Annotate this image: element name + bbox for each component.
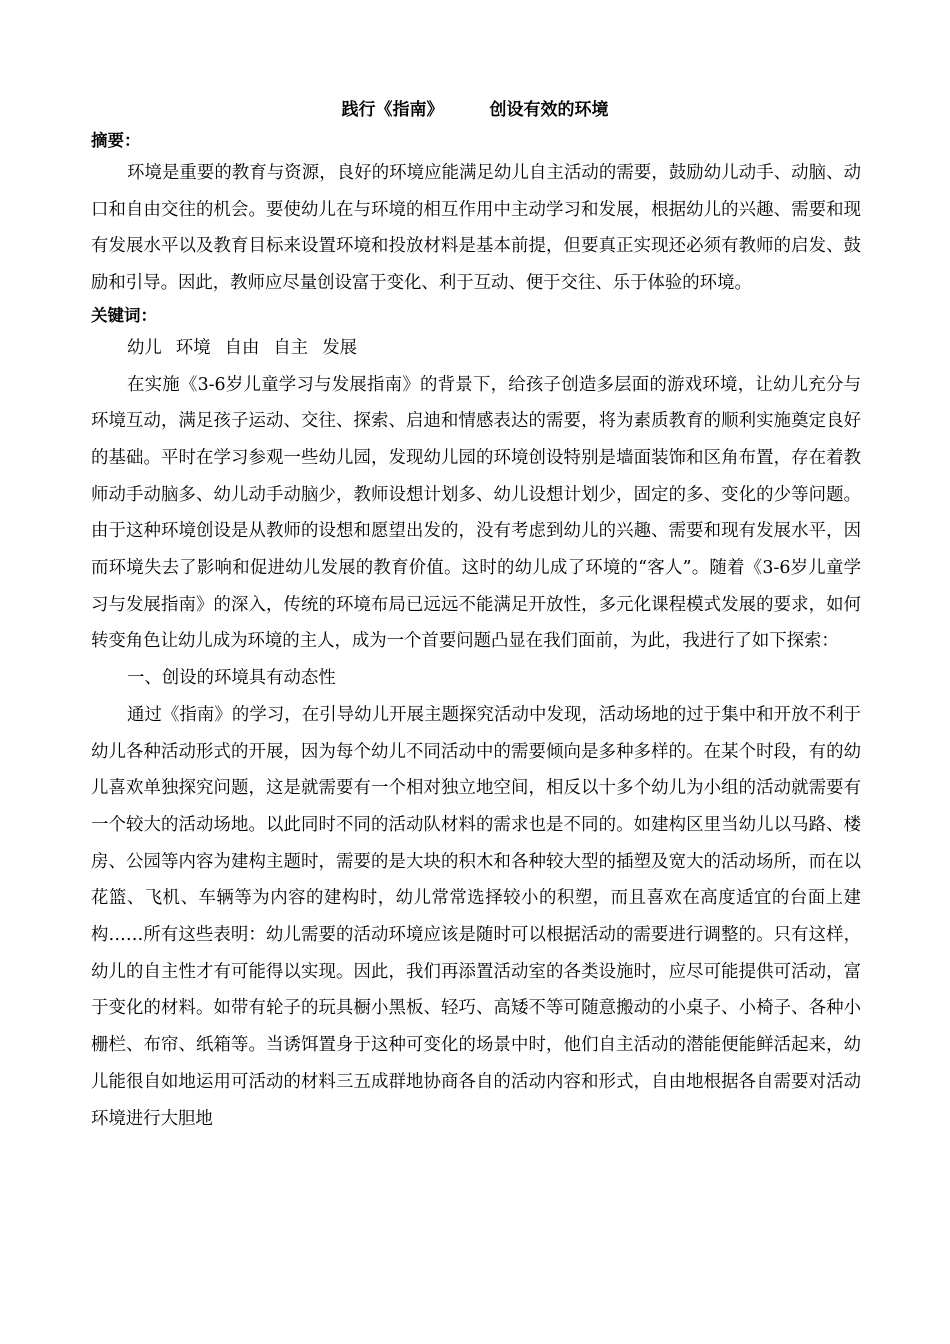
abstract-text: 环境是重要的教育与资源，良好的环境应能满足幼儿自主活动的需要，鼓励幼儿动手、动脑、动口和自由交往的机会。要使幼儿在与环境的相互作用中主动学习和发展，根据幼儿的兴趣、需要和现有发展水平以及教育目标来设置环境和投放材料是基本前提，但要真正实现还必须有教师的启发、鼓励和引导。因此，教师应尽量创设富于变化、利于互动、便于交往、乐于体验的环境。 [91, 163, 861, 294]
title-part-1: 践行《指南》 [341, 100, 444, 120]
keyword: 幼儿 [127, 337, 162, 358]
keywords-heading: 关键词： [91, 305, 157, 325]
document-title [0, 96, 950, 124]
keyword: 自由 [224, 337, 260, 358]
intro-paragraph: 在实施《3-6岁儿童学习与发展指南》的背景下，给孩子创造多层面的游戏环境，让幼儿充分与环境互动，满足孩子运动、交往、探索、启迪和情感表达的需要，将为素质教育的顺利实施奠定良好的基础。平时在学习参观一些幼儿园，发现幼儿园的环境创设特别是墙面装饰和区角布置，存在着教师动手动脑多、幼儿动手动脑少，教师设想计划多、幼儿设想计划少，固定的多、变化的少等问题。由于这种环境创设是从教师的设想和愿望出发的，没有考虑到幼儿的兴趣、需要和现有发展水平，因而环境失去了影响和促进幼儿发展的教育价值。这时的幼儿成了环境的“客人”。随着《3-6岁儿童学习与发展指南》的深入，传统的环境布局已远远不能满足开放性，多元化课程模式发展的要求，如何转变角色让幼儿成为环境的主人，成为一个首要问题凸显在我们面前，为此，我进行了如下探索： [91, 374, 861, 652]
document-body [91, 127, 861, 1137]
keyword: 环境 [175, 337, 211, 358]
keyword: 自主 [273, 337, 309, 358]
section-1-paragraph: 通过《指南》的学习，在引导幼儿开展主题探究活动中发现，活动场地的过于集中和开放不利于幼儿各种活动形式的开展，因为每个幼儿不同活动中的需要倾向是多种多样的。在某个时段，有的幼儿喜欢单独探究问题，这是就需要有一个相对独立地空间，相反以十多个幼儿为小组的活动就需要有一个较大的活动场地。以此同时不同的活动队材料的需求也是不同的。如建构区里当幼儿以马路、楼房、公园等内容为建构主题时，需要的是大块的积木和各种较大型的插塑及宽大的活动场所，而在以花篮、飞机、车辆等为内容的建构时，幼儿常常选择较小的积塑，而且喜欢在高度适宜的台面上建构……所有这些表明：幼儿需要的活动环境应该是随时可以根据活动的需要进行调整的。只有这样，幼儿的自主性才有可能得以实现。因此，我们再添置活动室的各类设施时，应尽可能提供可活动，富于变化的材料。如带有轮子的玩具橱小黑板、轻巧、高矮不等可随意搬动的小桌子、小椅子、各种小栅栏、布帘、纸箱等。当诱饵置身于这种可变化的场景中时，他们自主活动的潜能便能鲜活起来，幼儿能很自如地运用可活动的材料三五成群地协商各自的活动内容和形式，自由地根据各自需要对活动环境进行大胆地 [91, 704, 861, 1129]
abstract-heading: 摘要： [91, 131, 141, 150]
keyword: 发展 [322, 337, 357, 358]
title-part-2: 创设有效的环境 [489, 100, 609, 120]
keywords-list [91, 330, 861, 367]
section-1-heading: 一、创设的环境具有动态性 [127, 668, 336, 689]
